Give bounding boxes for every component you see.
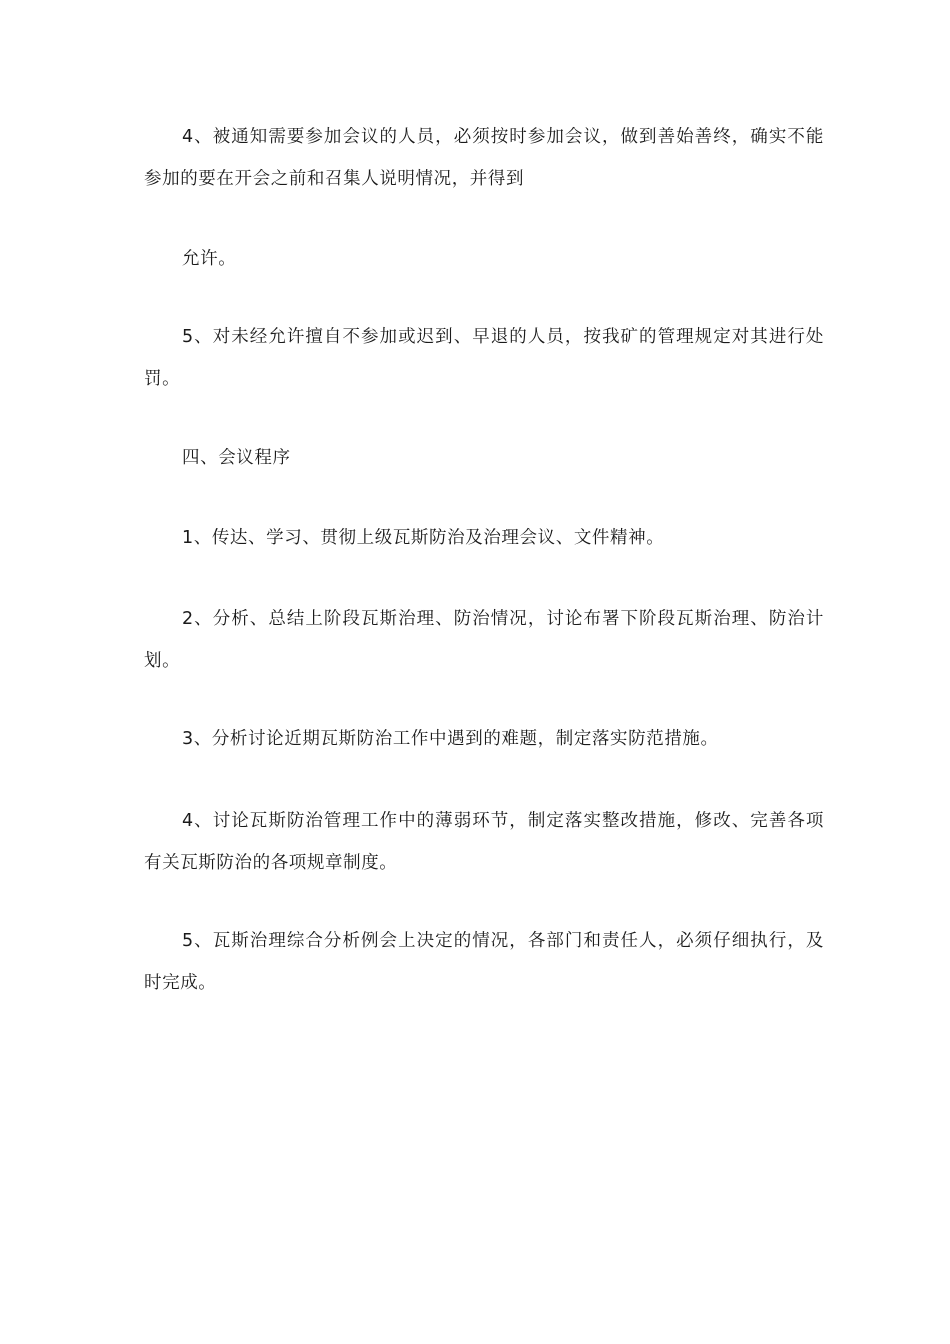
paragraph-penalty: 5、对未经允许擅自不参加或迟到、早退的人员，按我矿的管理规定对其进行处罚。 (144, 327, 824, 389)
procedure-item-2: 2、分析、总结上阶段瓦斯治理、防治情况，讨论布署下阶段瓦斯治理、防治计划。 (144, 609, 824, 671)
procedure-item-1: 1、传达、学习、贯彻上级瓦斯防治及治理会议、文件精神。 (182, 528, 665, 548)
paragraph-permission: 允许。 (182, 249, 237, 269)
procedure-item-3: 3、分析讨论近期瓦斯防治工作中遇到的难题，制定落实防范措施。 (182, 729, 719, 749)
section-heading-meeting-procedure: 四、会议程序 (182, 448, 291, 468)
procedure-item-4: 4、讨论瓦斯防治管理工作中的薄弱环节，制定落实整改措施，修改、完善各项有关瓦斯防治的各项规章制度。 (144, 811, 824, 873)
paragraph-attendance-requirement: 4、被通知需要参加会议的人员，必须按时参加会议，做到善始善终，确实不能参加的要在开会之前和召集人说明情况，并得到 (144, 127, 824, 189)
procedure-item-5: 5、瓦斯治理综合分析例会上决定的情况，各部门和责任人，必须仔细执行，及时完成。 (144, 931, 824, 993)
